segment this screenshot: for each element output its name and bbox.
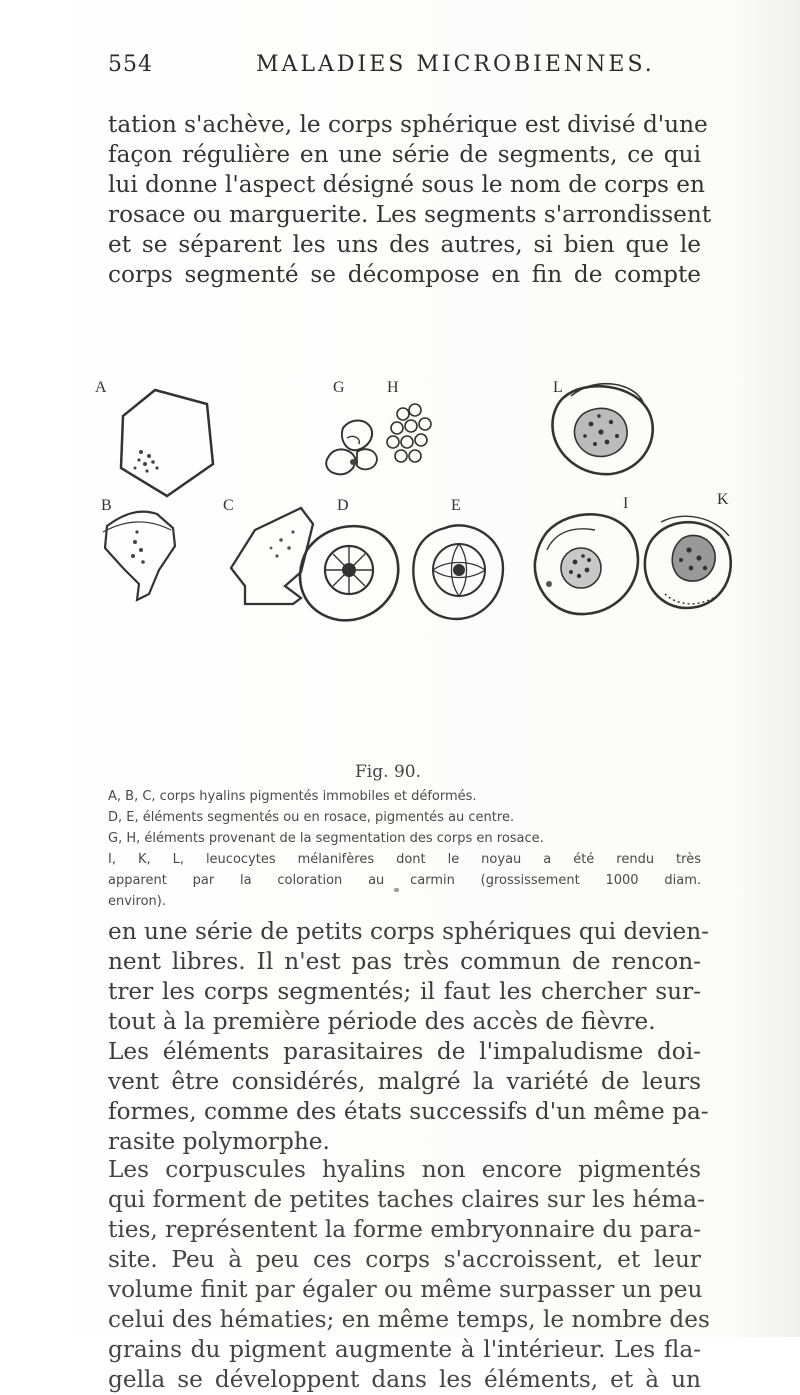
figure-caption-title: Fig. 90.: [355, 762, 421, 782]
paragraph-1: [108, 110, 712, 290]
label-l: L: [553, 379, 563, 396]
legend-line: G, H, éléments provenant de la segmentation des corps en rosace.: [108, 831, 544, 846]
cell-e-rosace: [413, 525, 503, 619]
label-e: E: [451, 497, 461, 514]
label-i: I: [623, 495, 629, 512]
legend-line: A, B, C, corps hyalins pigmentés immobiles et déformés.: [108, 789, 477, 804]
text-line: gella se développent dans les éléments, et à un: [108, 1366, 701, 1393]
text-line: nent libres. Il n'est pas très commun de rencon-: [108, 948, 701, 975]
label-d: D: [337, 497, 349, 514]
paragraph-4: [108, 1155, 710, 1395]
legend-line: I, K, L, leucocytes mélanifères dont le noyau a été rendu très: [108, 852, 701, 867]
legend-line: apparent par la coloration au carmin (grossissement 1000 diam.: [108, 873, 701, 888]
text-line: en une série de petits corps sphériques qui devien-: [108, 918, 709, 945]
page-number: 554: [108, 52, 153, 77]
legend-line: environ).: [108, 894, 166, 909]
cell-k-leucocyte: [645, 516, 731, 608]
text-line: rasite polymorphe.: [108, 1128, 330, 1155]
label-k: K: [717, 491, 729, 508]
text-line: formes, comme des états successifs d'un même pa-: [108, 1098, 709, 1125]
text-line: tation s'achève, le corps sphérique est divisé d'une: [108, 111, 708, 138]
text-line: trer les corps segmentés; il faut les chercher sur-: [108, 978, 701, 1005]
text-line: façon régulière en une série de segments, ce qui: [108, 141, 701, 168]
text-line: grains du pigment augmente à l'intérieur. Les fla-: [108, 1336, 701, 1363]
label-b: B: [101, 497, 112, 514]
cell-b-deformed-body: [103, 512, 175, 600]
text-line: celui des hématies; en même temps, le nombre des: [108, 1306, 710, 1333]
figure-illustration: [95, 372, 735, 662]
text-line: site. Peu à peu ces corps s'accroissent, et leur: [108, 1246, 701, 1273]
cell-h-small-spheres: [387, 404, 431, 462]
cell-g-segmentation-elements: [326, 421, 377, 475]
label-g: G: [333, 379, 345, 396]
text-line: tout à la première période des accès de fièvre.: [108, 1008, 656, 1035]
text-line: qui forment de petites taches claires sur les héma-: [108, 1186, 705, 1213]
label-h: H: [387, 379, 399, 396]
text-line: Les corpuscules hyalins non encore pigmentés: [108, 1156, 701, 1183]
cell-i-leucocyte: [535, 514, 638, 614]
text-line: corps segmenté se décompose en fin de compte: [108, 261, 701, 288]
figure-90: [95, 372, 735, 662]
running-title: MALADIES MICROBIENNES.: [256, 52, 655, 77]
text-line: ties, représentent la forme embryonnaire du para-: [108, 1216, 701, 1243]
label-c: C: [223, 497, 234, 514]
text-line: Les éléments parasitaires de l'impaludisme doi-: [108, 1038, 701, 1065]
ink-speck: [394, 888, 399, 892]
label-a: A: [95, 379, 107, 396]
text-line: et se séparent les uns des autres, si bien que le: [108, 231, 701, 258]
legend-line: D, E, éléments segmentés ou en rosace, pigmentés au centre.: [108, 810, 515, 825]
figure-legend: [108, 786, 701, 912]
text-line: rosace ou marguerite. Les segments s'arrondissent: [108, 201, 712, 228]
paragraph-3: [108, 1037, 709, 1157]
text-line: volume finit par égaler ou même surpasser un peu: [108, 1276, 703, 1303]
cell-l-leucocyte: [552, 384, 652, 474]
text-line: lui donne l'aspect désigné sous le nom de corps en: [108, 171, 705, 198]
text-line: vent être considérés, malgré la variété de leurs: [108, 1068, 701, 1095]
cell-a-hyalin-body: [121, 390, 213, 496]
paragraph-2: [108, 917, 709, 1037]
cell-d-rosace: [300, 526, 398, 620]
page-header: [108, 52, 698, 82]
